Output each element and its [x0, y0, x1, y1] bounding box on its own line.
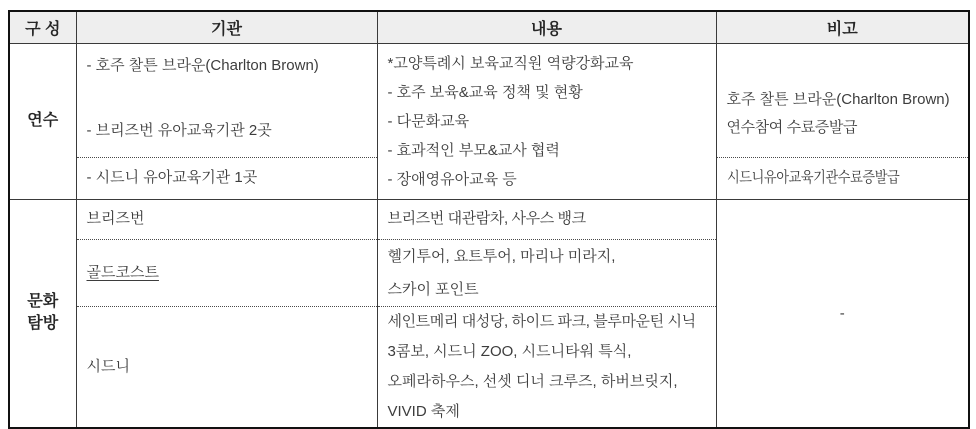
training-content-line-5: - 장애영유아교육 등 [387, 170, 517, 188]
header-row [9, 11, 969, 43]
training-content-cell [377, 43, 716, 199]
header-composition: 구 성 [9, 11, 76, 43]
culture-content-brisbane [377, 199, 716, 239]
training-note-line-2: 연수참여 수료증발급 [726, 118, 858, 136]
culture-row-brisbane [9, 199, 969, 239]
culture-city-brisbane: 브리즈번 [76, 199, 377, 239]
training-note-bottom-cell [716, 157, 969, 199]
program-table [8, 10, 970, 429]
training-note-top-cell [716, 43, 969, 157]
culture-content-brisbane-text: 브리즈번 대관람차, 사우스 뱅크 [387, 210, 586, 227]
culture-content-goldcoast-line-1: 헬기투어, 요트투어, 마리나 미라지, [387, 247, 616, 265]
training-institution-1: - 호주 찰튼 브라운(Charlton Brown) [86, 56, 319, 74]
culture-content-sydney-line-2: 3콤보, 시드니 ZOO, 시드니타워 특식, [387, 342, 632, 360]
culture-content-sydney-line-1: 세인트메리 대성당, 하이드 파크, 블루마운틴 시닉 [387, 312, 696, 330]
training-institution-3-cell: - 시드니 유아교육기관 1곳 [76, 157, 377, 199]
header-content: 내용 [377, 11, 716, 43]
training-content-line-4: - 효과적인 부모&교사 협력 [387, 141, 560, 159]
training-note-bottom-text: 시드니유아교육기관수료증발급 [726, 169, 899, 186]
training-row-top [9, 43, 969, 157]
training-institution-2: - 브리즈번 유아교육기관 2곳 [86, 121, 272, 139]
culture-content-goldcoast-line-2: 스카이 포인트 [387, 280, 479, 298]
culture-city-goldcoast-cell [76, 239, 377, 306]
header-institution: 기관 [76, 11, 377, 43]
header-note: 비고 [716, 11, 969, 43]
group-label-training: 연수 [9, 43, 76, 199]
group-label-culture [9, 199, 76, 428]
training-content-line-3: - 다문화교육 [387, 112, 470, 130]
culture-label-line-1: 문화 [27, 293, 59, 310]
culture-label-line-2: 탐방 [27, 315, 59, 332]
training-content-line-2: - 호주 보육&교육 정책 및 현황 [387, 83, 583, 101]
culture-city-goldcoast-text: 골드코스트 [86, 263, 159, 281]
culture-note-cell: - [716, 199, 969, 428]
culture-content-sydney-line-4: VIVID 축제 [387, 402, 460, 420]
training-content-line-1: *고양특례시 보육교직원 역량강화교육 [387, 54, 634, 72]
culture-content-sydney [377, 306, 716, 428]
training-note-line-1: 호주 찰튼 브라운(Charlton Brown) [726, 90, 950, 108]
training-institutions-top-cell [76, 43, 377, 157]
culture-content-goldcoast [377, 239, 716, 306]
culture-content-sydney-line-3: 오페라하우스, 선셋 디너 크루즈, 하버브릿지, [387, 372, 678, 390]
culture-city-sydney: 시드니 [76, 306, 377, 428]
